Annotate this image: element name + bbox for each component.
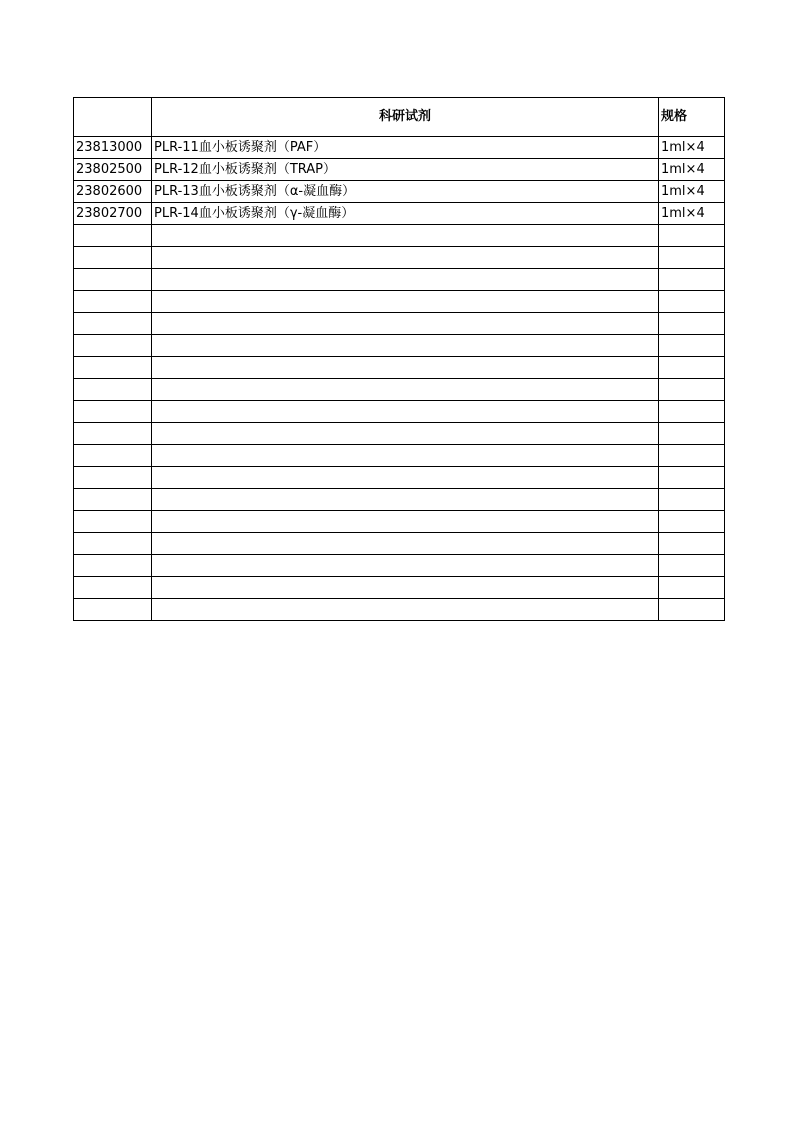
empty-table-row: [74, 489, 725, 511]
empty-name-cell: [152, 489, 659, 511]
empty-code-cell: [74, 335, 152, 357]
empty-spec-cell: [659, 225, 725, 247]
empty-name-cell: [152, 357, 659, 379]
empty-spec-cell: [659, 423, 725, 445]
table-header-row: [74, 98, 725, 137]
empty-name-cell: [152, 335, 659, 357]
empty-table-row: [74, 269, 725, 291]
empty-table-row: [74, 533, 725, 555]
empty-table-row: [74, 577, 725, 599]
empty-spec-cell: [659, 533, 725, 555]
empty-table-row: [74, 511, 725, 533]
empty-table-row: [74, 247, 725, 269]
empty-name-cell: [152, 313, 659, 335]
empty-code-cell: [74, 291, 152, 313]
empty-spec-cell: [659, 445, 725, 467]
empty-name-cell: [152, 445, 659, 467]
empty-table-row: [74, 423, 725, 445]
empty-table-row: [74, 291, 725, 313]
empty-code-cell: [74, 225, 152, 247]
empty-code-cell: [74, 401, 152, 423]
empty-code-cell: [74, 247, 152, 269]
table-row: [74, 203, 725, 225]
empty-table-row: [74, 357, 725, 379]
empty-code-cell: [74, 357, 152, 379]
spec-column-header: 规格: [659, 98, 725, 137]
product-name-cell: PLR-13血小板诱聚剂（α-凝血酶）: [152, 181, 659, 203]
empty-code-cell: [74, 313, 152, 335]
empty-table-row: [74, 313, 725, 335]
table-title: 科研试剂: [152, 98, 659, 137]
empty-code-cell: [74, 511, 152, 533]
product-spec-cell: 1ml×4: [659, 159, 725, 181]
product-spec-cell: 1ml×4: [659, 181, 725, 203]
empty-spec-cell: [659, 489, 725, 511]
empty-table-row: [74, 335, 725, 357]
table-row: [74, 159, 725, 181]
empty-table-row: [74, 225, 725, 247]
product-code-cell: 23802500: [74, 159, 152, 181]
empty-name-cell: [152, 577, 659, 599]
empty-table-row: [74, 467, 725, 489]
empty-spec-cell: [659, 357, 725, 379]
empty-table-row: [74, 555, 725, 577]
reagent-table: [73, 97, 725, 621]
empty-name-cell: [152, 225, 659, 247]
empty-code-cell: [74, 577, 152, 599]
empty-name-cell: [152, 269, 659, 291]
product-name-cell: PLR-11血小板诱聚剂（PAF）: [152, 137, 659, 159]
product-spec-cell: 1ml×4: [659, 203, 725, 225]
empty-code-cell: [74, 379, 152, 401]
empty-name-cell: [152, 467, 659, 489]
empty-code-cell: [74, 467, 152, 489]
empty-spec-cell: [659, 313, 725, 335]
empty-name-cell: [152, 599, 659, 621]
empty-code-cell: [74, 533, 152, 555]
header-code-cell: [74, 98, 152, 137]
empty-code-cell: [74, 555, 152, 577]
empty-code-cell: [74, 599, 152, 621]
empty-spec-cell: [659, 247, 725, 269]
product-code-cell: 23802700: [74, 203, 152, 225]
empty-code-cell: [74, 423, 152, 445]
product-spec-cell: 1ml×4: [659, 137, 725, 159]
product-code-cell: 23802600: [74, 181, 152, 203]
empty-code-cell: [74, 445, 152, 467]
table-row: [74, 181, 725, 203]
product-name-cell: PLR-12血小板诱聚剂（TRAP）: [152, 159, 659, 181]
empty-table-row: [74, 401, 725, 423]
empty-name-cell: [152, 555, 659, 577]
empty-spec-cell: [659, 511, 725, 533]
empty-name-cell: [152, 291, 659, 313]
product-name-cell: PLR-14血小板诱聚剂（γ-凝血酶）: [152, 203, 659, 225]
reagent-table-body: [74, 98, 725, 621]
empty-spec-cell: [659, 335, 725, 357]
empty-spec-cell: [659, 577, 725, 599]
empty-spec-cell: [659, 599, 725, 621]
product-code-cell: 23813000: [74, 137, 152, 159]
empty-name-cell: [152, 423, 659, 445]
empty-name-cell: [152, 247, 659, 269]
empty-spec-cell: [659, 555, 725, 577]
empty-table-row: [74, 599, 725, 621]
empty-spec-cell: [659, 401, 725, 423]
empty-table-row: [74, 379, 725, 401]
table-row: [74, 137, 725, 159]
empty-name-cell: [152, 533, 659, 555]
empty-code-cell: [74, 489, 152, 511]
empty-name-cell: [152, 401, 659, 423]
empty-name-cell: [152, 379, 659, 401]
empty-spec-cell: [659, 467, 725, 489]
empty-spec-cell: [659, 291, 725, 313]
empty-spec-cell: [659, 269, 725, 291]
empty-spec-cell: [659, 379, 725, 401]
empty-table-row: [74, 445, 725, 467]
empty-code-cell: [74, 269, 152, 291]
empty-name-cell: [152, 511, 659, 533]
